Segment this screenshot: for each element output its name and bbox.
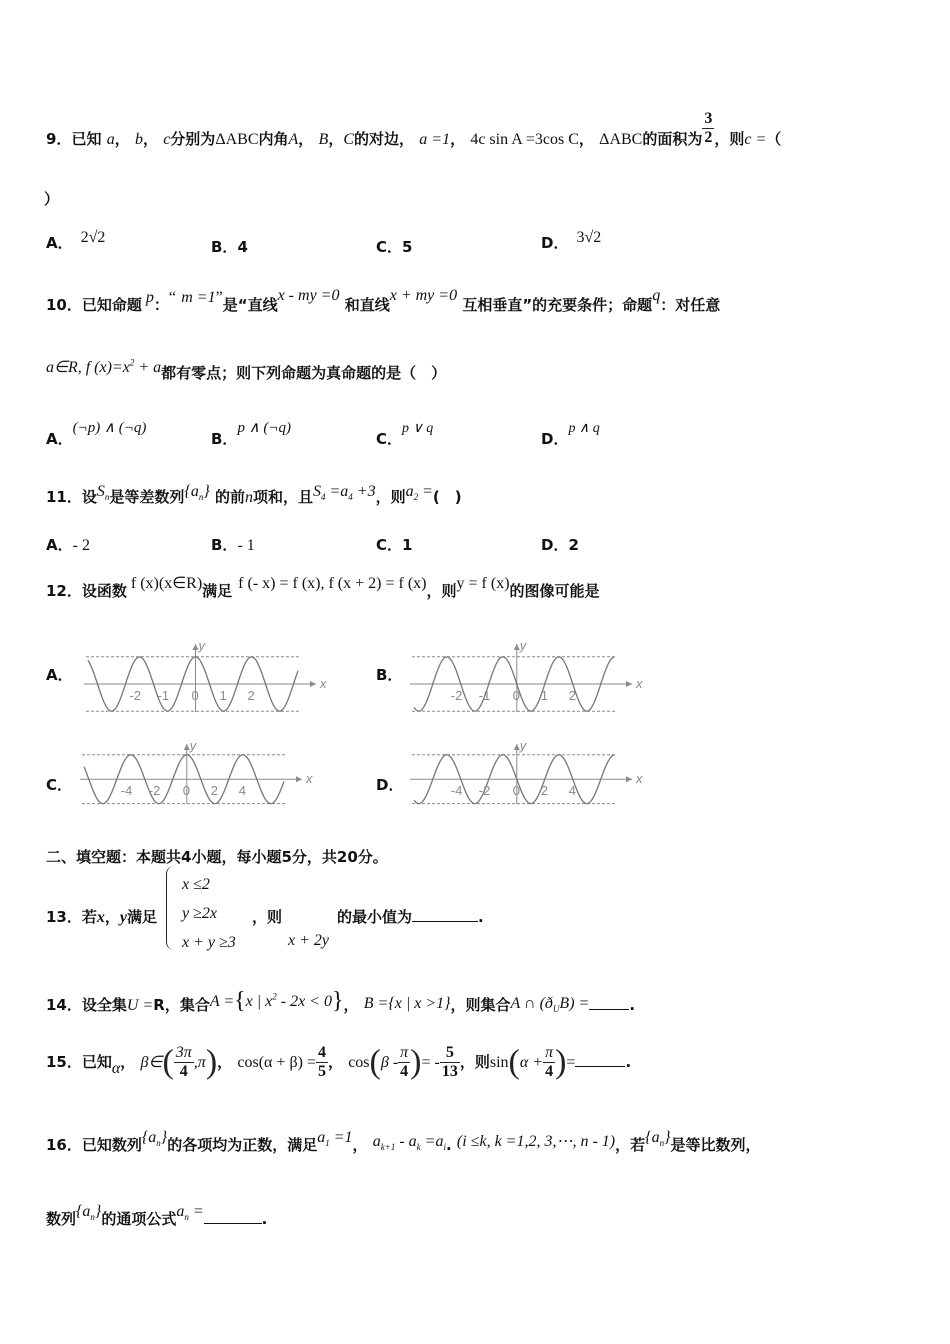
q9-area-fraction: $\frac{3}{2}$	[704, 110, 713, 146]
q13-system-brace	[166, 866, 177, 950]
q9-option-a[interactable]: A． 2√2	[46, 229, 106, 252]
tick-label: 0	[512, 688, 521, 703]
q13-answer-blank[interactable]	[412, 921, 478, 922]
q12-option-c-label[interactable]: C．	[46, 776, 73, 794]
q9-stem: 9．已知 a， b， c分别为ΔABC内角A， B，C的对边， a =1， 4c sin A =3cos C， ΔABC的面积为 $\frac{3}{2}$ ，则c =（	[46, 110, 782, 148]
y-axis-label: y	[189, 738, 197, 753]
q10-option-c[interactable]: C．p ∨ q	[376, 421, 434, 448]
q16-number: 16．	[46, 1136, 82, 1154]
tick-label: -2	[450, 688, 463, 703]
q14-number: 14．	[46, 996, 82, 1014]
q13-ask: 的最小值为 .	[337, 908, 484, 926]
tick-label: 0	[512, 783, 521, 799]
tick-label: -2	[148, 783, 161, 799]
tick-label: 1	[219, 688, 227, 703]
tick-label: -1	[478, 688, 491, 703]
q14-stem: 14．设全集U =R，集合A ={x | $x^2 - 2x < 0$}， B ={x | x >1}，则集合A ∩ $(ð_UB)$ = .	[46, 988, 636, 1015]
q10-option-b[interactable]: B．p ∧ (¬q)	[211, 420, 292, 448]
q12-option-b-label[interactable]: B．	[376, 666, 403, 684]
q9-option-d[interactable]: D． 3√2	[541, 229, 602, 252]
q10-stem-line2: a∈R, f $(x)=x^2 + a$都有零点；则下列命题为真命题的是（ ）	[46, 357, 447, 382]
y-axis-label: y	[519, 738, 527, 753]
q16-stem-line1: 16．已知数列$\{a_n\}$的各项均为正数，满足$a_1 =1$， $a_{k+1} - a_k =a_i$. (i ≤k, k =1,2, 3,⋯, n - 1)，若$\{a_n\}$是等比数列，	[46, 1129, 761, 1154]
x-axis-arrow	[310, 681, 316, 687]
tick-label: -2	[478, 783, 491, 799]
q11-option-d[interactable]: D．2	[541, 536, 579, 554]
q11-option-c[interactable]: C．1	[376, 536, 413, 554]
q16-answer-blank[interactable]	[204, 1223, 262, 1224]
q15-answer-blank[interactable]	[575, 1066, 625, 1067]
q11-option-b[interactable]: B．- 1	[211, 536, 255, 554]
y-axis-label: y	[198, 638, 205, 653]
tick-label: 2	[247, 688, 255, 703]
q11-stem: 11．设$S_n$是等差数列$\{a_n\}$ 的前n项和，且$S_4 =a_4 +3$，则$a_2$ =( )	[46, 483, 462, 506]
x-axis-label: x	[306, 771, 313, 787]
tick-label: 2	[568, 688, 577, 703]
tick-label: 1	[540, 688, 549, 703]
q12-graph-d[interactable]	[404, 736, 644, 808]
q9-close-paren: ）	[44, 190, 60, 208]
q12-graph-b[interactable]	[404, 636, 644, 716]
q13-target: x + 2y	[288, 932, 329, 949]
tick-label: 2	[540, 783, 549, 799]
q12-option-d-label[interactable]: D．	[376, 776, 404, 794]
x-axis-arrow	[626, 776, 632, 782]
tick-label: 0	[182, 783, 191, 799]
tick-label: -4	[450, 783, 463, 799]
q13-number: 13．	[46, 908, 82, 926]
q14-answer-blank[interactable]	[589, 1009, 629, 1010]
q13-stem-tail: ，则	[252, 908, 283, 926]
q9-option-b[interactable]: B．4	[211, 238, 248, 256]
q12-stem: 12．设函数 f (x)(x∈R)满足 f (- x) = f (x), f (x + 2) = f (x)，则y = f (x)的图像可能是	[46, 575, 600, 600]
tick-label: 2	[210, 783, 219, 799]
q10-function: a∈R, f $(x)=x^2 + a$	[46, 357, 162, 376]
q13-stem: 13．若x，y满足	[46, 908, 158, 926]
tick-label: -1	[157, 688, 170, 703]
q12-option-a-label[interactable]: A．	[46, 666, 73, 684]
x-axis-arrow	[296, 776, 302, 782]
q12-number: 12．	[46, 582, 82, 600]
q9-number: 9．	[46, 130, 72, 148]
q15-stem: 15．已知α， β∈( $\frac{3\pi}{4}$ ,π)， cos(α + β) = $\frac{4}{5}$ ， cos(β - $\frac{\pi}{4}$ )= - $\frac{5}{13}$ ，则sin(α + $\frac{\pi}{4}$ )= .	[46, 1043, 632, 1081]
tick-label: -2	[129, 688, 142, 703]
tick-label: -4	[120, 783, 133, 799]
q12-graph-a[interactable]	[78, 636, 328, 716]
tick-label: 4	[238, 783, 247, 799]
q10-number: 10．	[46, 296, 82, 314]
y-axis-label: y	[519, 638, 527, 653]
q11-number: 11．	[46, 488, 82, 506]
x-axis-arrow	[626, 681, 632, 687]
q11-option-a[interactable]: A．- 2	[46, 536, 90, 554]
tick-label: 4	[568, 783, 577, 799]
q10-option-a[interactable]: A．(¬p) ∧ (¬q)	[46, 420, 147, 448]
q15-number: 15．	[46, 1053, 82, 1071]
q16-stem-line2: 数列$\{a_n\}$的通项公式$a_n$ = .	[46, 1203, 268, 1228]
q10-stem-line1: 10．已知命题 p：“ m =1”是“直线x - my =0 和直线x + my =0 互相垂直”的充要条件；命题q：对任意	[46, 287, 721, 314]
x-axis-label: x	[320, 676, 327, 691]
x-axis-label: x	[636, 771, 643, 787]
q10-option-d[interactable]: D．p ∧ q	[541, 421, 600, 448]
q11-sequence: $\{a_n\}$	[184, 483, 210, 503]
section-2-heading: 二、填空题：本题共4小题，每小题5分，共20分。	[46, 848, 388, 866]
q13-system: x ≤2 y ≥2x x + y ≥3	[182, 876, 236, 951]
q12-graph-c[interactable]	[74, 736, 314, 808]
tick-label: 0	[191, 688, 199, 703]
x-axis-label: x	[636, 676, 643, 691]
q9-option-c[interactable]: C．5	[376, 238, 413, 256]
